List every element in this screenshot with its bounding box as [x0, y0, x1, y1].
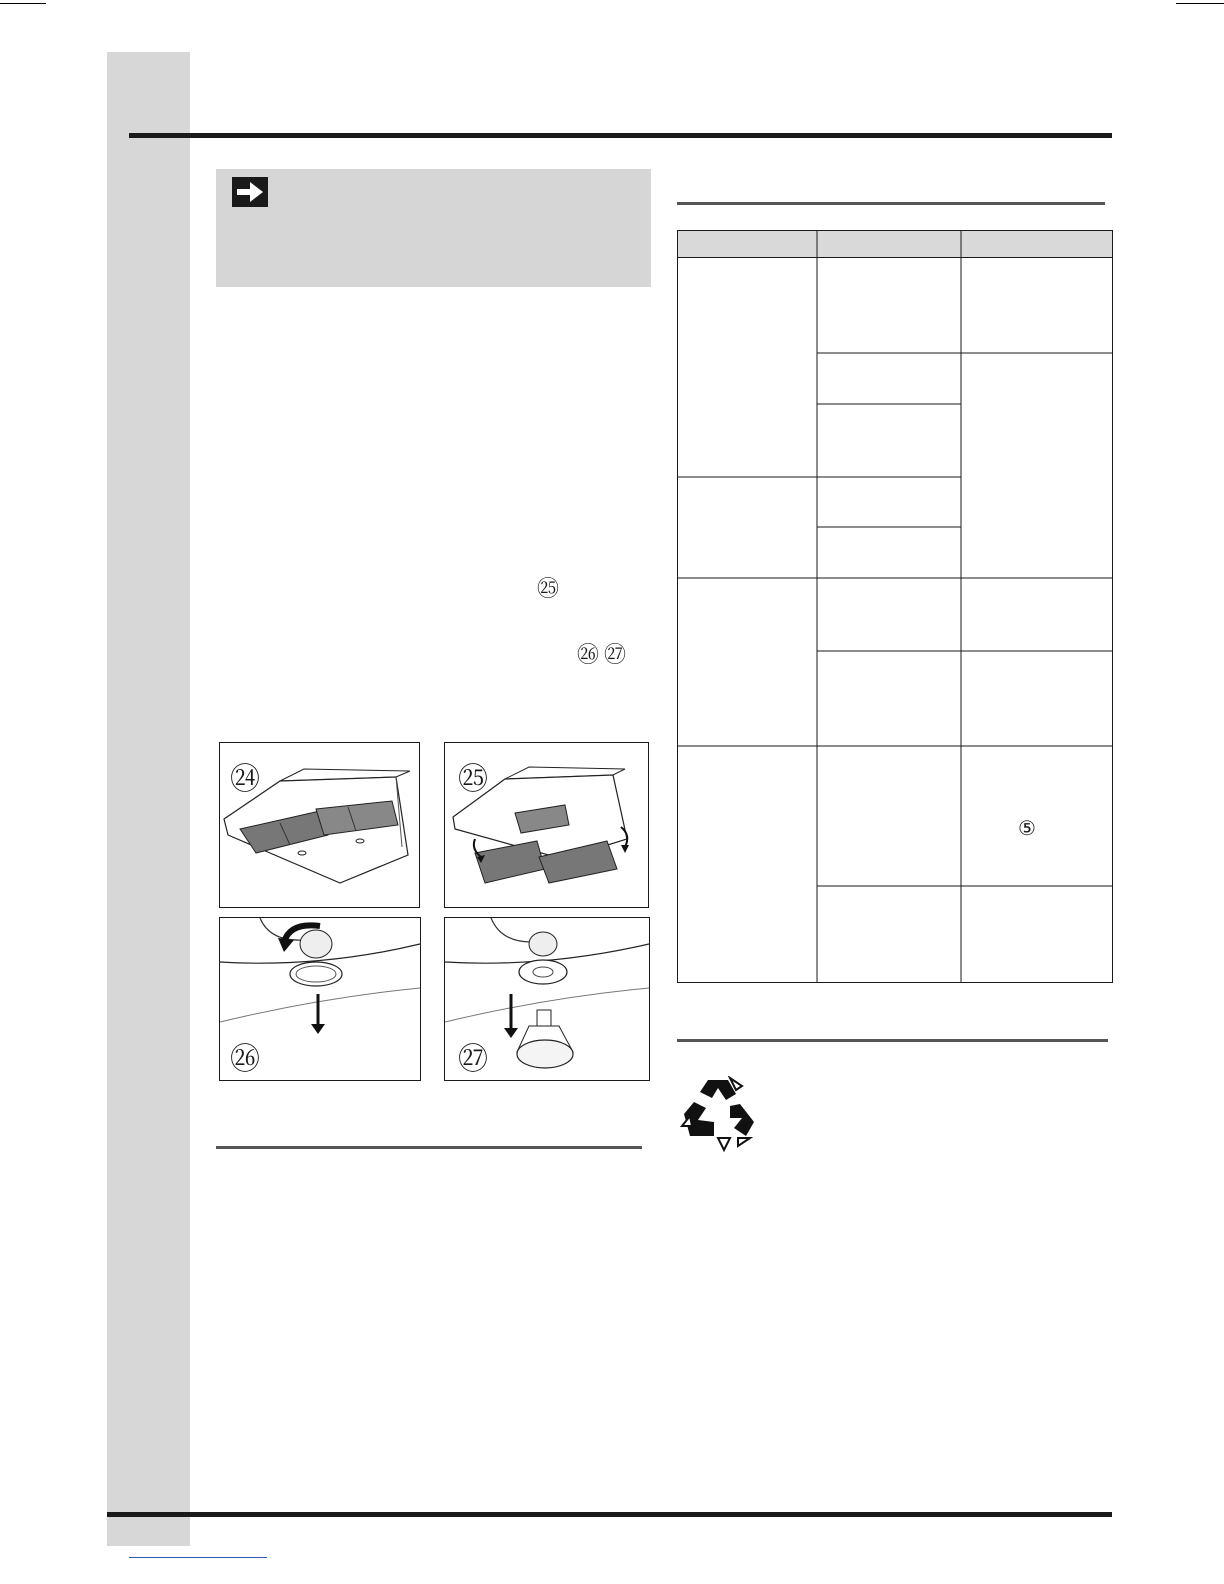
table-header-row	[678, 231, 1113, 258]
troubleshooting-table	[677, 230, 1113, 983]
crop-mark-left	[0, 3, 46, 4]
recycling-symbol-icon	[678, 1076, 758, 1154]
inline-ref-lamp-step-a: ㉖	[577, 643, 600, 668]
inline-ref-filter-step: ㉕	[537, 577, 560, 602]
figure-24-number: ㉗	[458, 1042, 488, 1077]
figure-22-number: ㉕	[458, 762, 488, 797]
troubleshooting-section-rule	[677, 202, 1105, 205]
left-section-rule	[216, 1146, 642, 1149]
table-row-ref-marker: ⑤	[1018, 816, 1036, 840]
figure-21-number: ㉔	[230, 762, 260, 797]
crop-mark-right	[1176, 3, 1224, 4]
arrow-right-icon	[232, 177, 268, 207]
footer-rule	[107, 1512, 1112, 1517]
environment-section-rule	[677, 1039, 1108, 1042]
inline-ref-lamp-step-b: ㉗	[604, 643, 627, 668]
note-box	[216, 169, 651, 287]
header-rule	[129, 133, 1112, 138]
figure-23-number: ㉖	[230, 1042, 260, 1077]
page-side-band	[107, 52, 190, 1546]
footer-link-underline[interactable]	[129, 1557, 267, 1558]
